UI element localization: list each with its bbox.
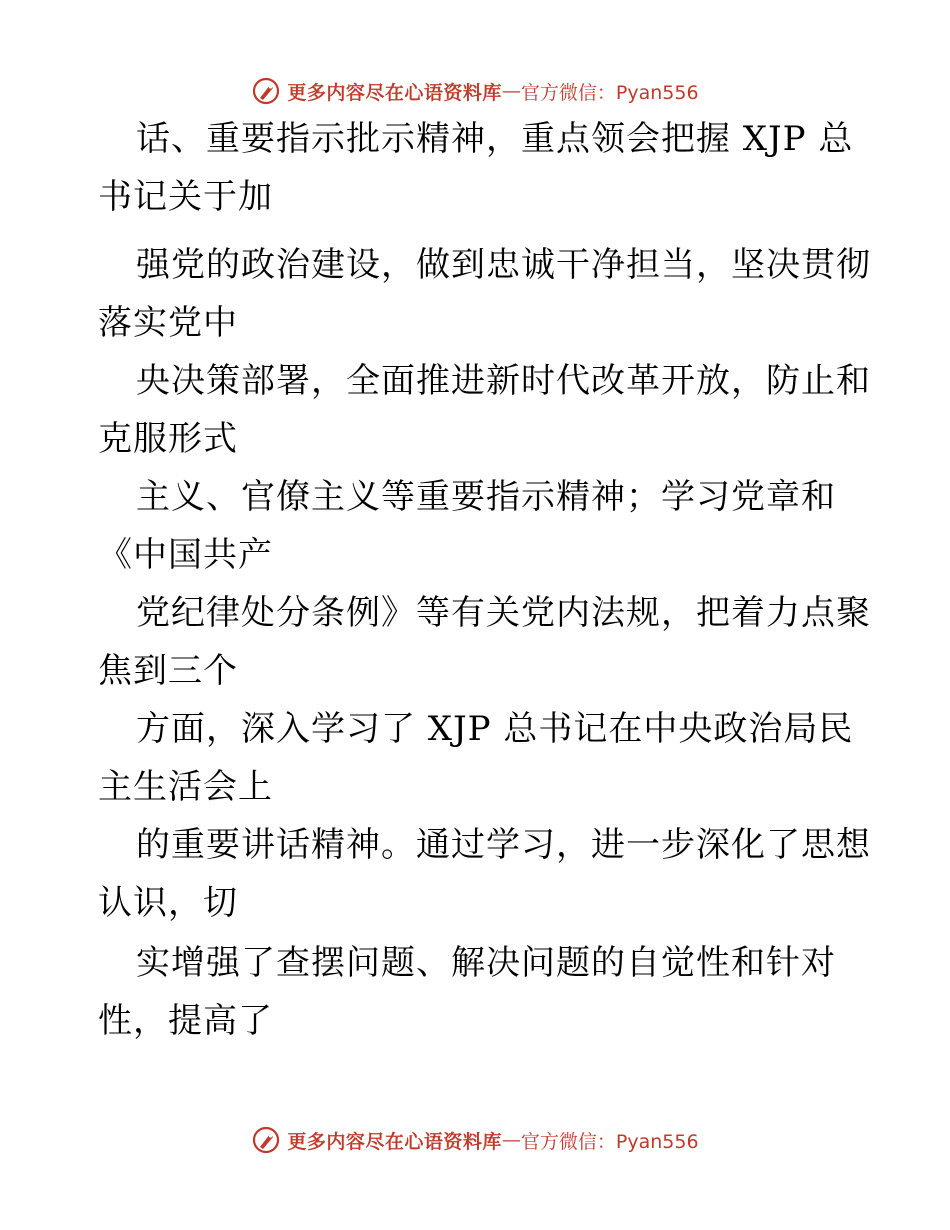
text-line: 性，提高了 (98, 1001, 273, 1041)
text-line: 央决策部署，全面推进新时代改革开放，防止和 (136, 361, 871, 401)
text-line: 党纪律处分条例》等有关党内法规，把着力点聚 (136, 593, 871, 633)
text-line: 书记关于加 (98, 177, 273, 217)
text-line: 落实党中 (98, 303, 238, 343)
watermark-brand: 更多内容尽在心语资料库 (287, 1130, 502, 1153)
watermark-brand: 更多内容尽在心语资料库 (287, 81, 502, 104)
text-line: 主义、官僚主义等重要指示精神；学习党章和 (136, 477, 836, 517)
watermark-contact: 官方微信：Pyan556 (520, 81, 699, 104)
pen-nib-seal-icon (251, 1125, 281, 1155)
pen-nib-seal-icon (251, 76, 281, 106)
watermark-header (0, 71, 950, 111)
text-line: 强党的政治建设，做到忠诚干净担当，坚决贯彻 (136, 245, 871, 285)
text-line: 《中国共产 (98, 535, 273, 575)
watermark-footer (0, 1120, 950, 1160)
text-line: 克服形式 (98, 419, 238, 459)
text-line: 话、重要指示批示精神，重点领会把握 XJP 总 (136, 119, 854, 159)
watermark-separator: — (501, 1129, 521, 1151)
text-line: 焦到三个 (98, 651, 238, 691)
text-line: 的重要讲话精神。通过学习，进一步深化了思想 (136, 825, 871, 865)
watermark-separator: — (501, 80, 521, 102)
text-line: 实增强了查摆问题、解决问题的自觉性和针对 (136, 943, 836, 983)
text-line: 认识，切 (98, 883, 238, 923)
watermark-contact: 官方微信：Pyan556 (520, 1130, 699, 1153)
text-line: 方面，深入学习了 XJP 总书记在中央政治局民 (136, 709, 854, 749)
text-line: 主生活会上 (98, 767, 273, 807)
